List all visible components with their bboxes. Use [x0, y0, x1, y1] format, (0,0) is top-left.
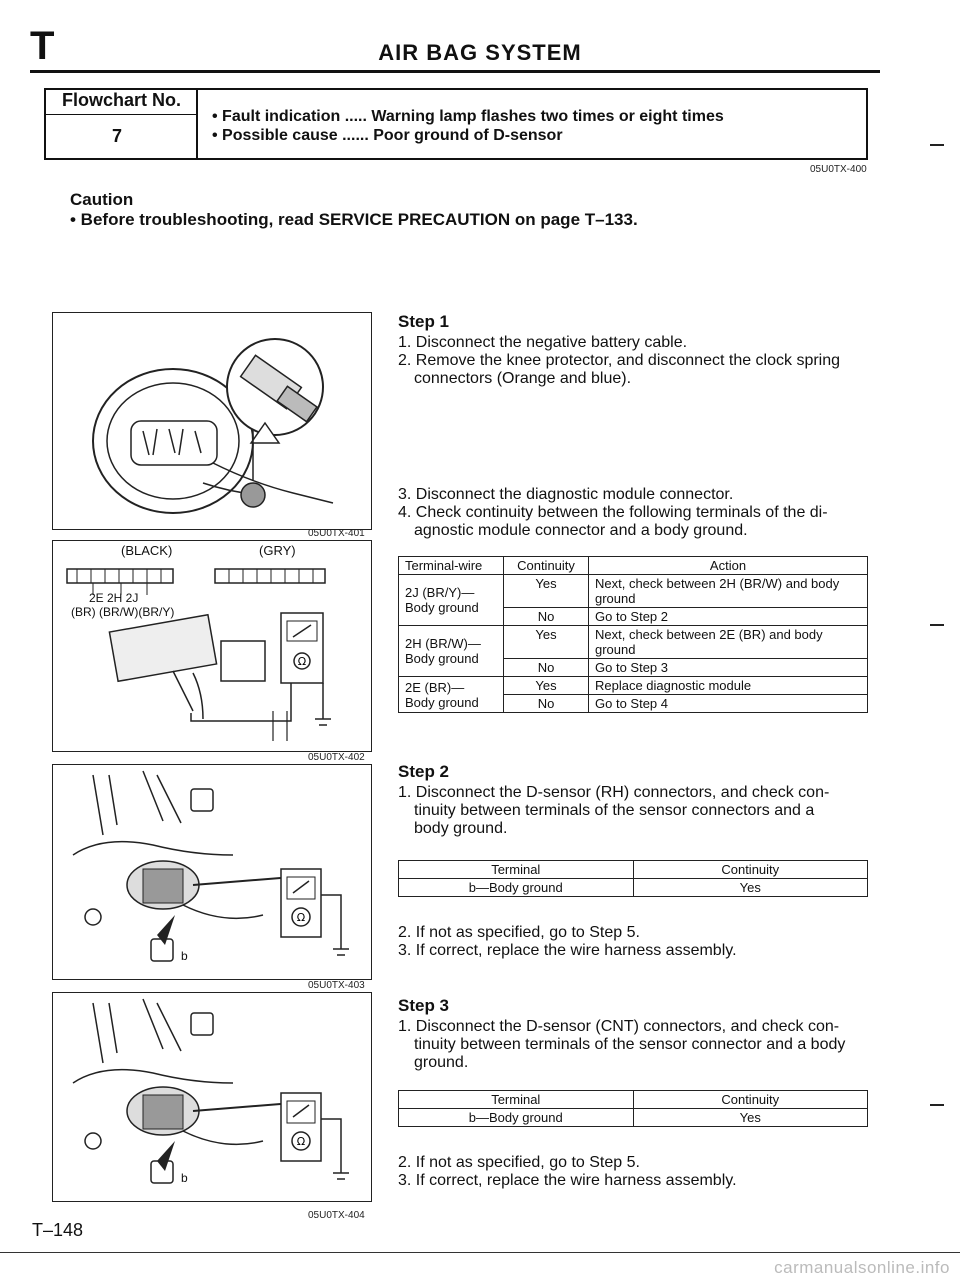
step-1-item-4-cont: agnostic module connector and a body ground.	[414, 522, 748, 539]
watermark: carmanualsonline.info	[774, 1258, 950, 1277]
table-row	[399, 626, 868, 659]
action-no: Go to Step 4	[589, 695, 868, 713]
caution-title: Caution	[70, 190, 134, 209]
possible-cause: • Possible cause ...... Poor ground of D-sensor	[212, 127, 563, 144]
figure-2-code: 05U0TX-402	[308, 752, 365, 763]
label-black-connector: (BLACK)	[121, 543, 173, 558]
header-terminal: Terminal	[399, 861, 634, 879]
continuity-no: No	[504, 695, 589, 713]
header-continuity: Continuity	[633, 1091, 868, 1109]
page-number: T–148	[32, 1220, 84, 1240]
table-header-row	[399, 861, 868, 879]
figure-d-sensor-rh	[52, 764, 372, 980]
margin-mark	[930, 1104, 944, 1106]
terminal-labels: 2E 2H 2J	[89, 591, 139, 605]
step-3-item-3: 3. If correct, replace the wire harness assembly.	[398, 1172, 737, 1189]
step-3-item-1: 1. Disconnect the D-sensor (CNT) connectors, and check con-	[398, 1018, 840, 1035]
step-2-continuity-table	[398, 860, 868, 897]
margin-mark	[930, 144, 944, 146]
ohm-symbol-3: Ω	[296, 1135, 306, 1148]
flowchart-number: 7	[112, 126, 123, 146]
flowchart-divider	[196, 88, 198, 160]
terminal-2h: 2H (BR/W)— Body ground	[399, 626, 504, 677]
steering-wheel-illustration	[53, 313, 372, 530]
table-row	[399, 879, 868, 897]
step-2-heading: Step 2	[398, 762, 450, 781]
step-1-item-3: 3. Disconnect the diagnostic module connector.	[398, 486, 734, 503]
action-yes: Next, check between 2E (BR) and body ground	[589, 626, 868, 659]
header-rule	[30, 70, 880, 73]
step-3-continuity-table	[398, 1090, 868, 1127]
terminal-2j: 2J (BR/Y)— Body ground	[399, 575, 504, 626]
step-2-item-1: 1. Disconnect the D-sensor (RH) connectors, and check con-	[398, 784, 830, 801]
header-continuity: Continuity	[504, 557, 589, 575]
margin-mark	[930, 624, 944, 626]
ohm-symbol-1: Ω	[297, 655, 307, 668]
header-action: Action	[589, 557, 868, 575]
step-1-item-2-cont: connectors (Orange and blue).	[414, 370, 632, 387]
diagnostic-connector-illustration	[53, 541, 372, 752]
header-terminal: Terminal	[399, 1091, 634, 1109]
table-header-row	[399, 557, 868, 575]
label-gry-connector: (GRY)	[259, 543, 296, 558]
action-no: Go to Step 2	[589, 608, 868, 626]
table-row	[399, 677, 868, 695]
continuity-no: No	[504, 608, 589, 626]
d-sensor-rh-illustration	[53, 765, 372, 980]
wire-labels: (BR) (BR/W)(BR/Y)	[71, 605, 175, 619]
header-continuity: Continuity	[633, 861, 868, 879]
step-3-item-2: 2. If not as specified, go to Step 5.	[398, 1154, 640, 1171]
table-row	[399, 575, 868, 608]
continuity-yes: Yes	[504, 677, 589, 695]
action-yes: Replace diagnostic module	[589, 677, 868, 695]
figure-4-code: 05U0TX-404	[308, 1210, 365, 1221]
sensor-terminal-label: b	[181, 949, 188, 963]
step-2-item-1-cont: tinuity between terminals of the sensor connectors and a	[414, 802, 815, 819]
action-yes: Next, check between 2H (BR/W) and body ground	[589, 575, 868, 608]
flowchart-code: 05U0TX-400	[810, 164, 867, 175]
ohm-symbol-2: Ω	[296, 911, 306, 924]
footer-rule	[0, 1252, 960, 1253]
figure-d-sensor-cnt	[52, 992, 372, 1202]
section-letter: T	[30, 24, 55, 68]
step-1-item-2: 2. Remove the knee protector, and disconnect the clock spring	[398, 352, 841, 369]
figure-steering-wheel	[52, 312, 372, 530]
flowchart-label-divider	[44, 114, 196, 115]
action-no: Go to Step 3	[589, 659, 868, 677]
d-sensor-cnt-illustration	[53, 993, 372, 1202]
figure-1-code: 05U0TX-401	[308, 528, 365, 539]
table-header-row	[399, 1091, 868, 1109]
continuity-yes: Yes	[504, 575, 589, 608]
figure-diagnostic-connector	[52, 540, 372, 752]
step-1-continuity-table	[398, 556, 868, 713]
step-3-item-1-cont: tinuity between terminals of the sensor connector and a body	[414, 1036, 846, 1053]
figure-3-code: 05U0TX-403	[308, 980, 365, 991]
continuity-yes: Yes	[633, 1109, 868, 1127]
step-2-item-1-cont2: body ground.	[414, 820, 508, 837]
step-2-item-2: 2. If not as specified, go to Step 5.	[398, 924, 640, 941]
step-1-item-4: 4. Check continuity between the following terminals of the di-	[398, 504, 828, 521]
step-2-item-3: 3. If correct, replace the wire harness assembly.	[398, 942, 737, 959]
table-row	[399, 1109, 868, 1127]
header-terminal-wire: Terminal-wire	[399, 557, 504, 575]
fault-indication: • Fault indication ..... Warning lamp flashes two times or eight times	[212, 108, 724, 125]
page-title: AIR BAG SYSTEM	[378, 40, 582, 65]
sensor-terminal-label-2: b	[181, 1171, 188, 1185]
caution-text: • Before troubleshooting, read SERVICE PRECAUTION on page T–133.	[70, 210, 638, 229]
flowchart-label: Flowchart No.	[62, 90, 182, 110]
step-1-heading: Step 1	[398, 312, 450, 331]
continuity-no: No	[504, 659, 589, 677]
step-3-item-1-cont2: ground.	[414, 1054, 469, 1071]
terminal-b-body-ground: b—Body ground	[399, 1109, 634, 1127]
step-3-heading: Step 3	[398, 996, 450, 1015]
terminal-b-body-ground: b—Body ground	[399, 879, 634, 897]
continuity-yes: Yes	[633, 879, 868, 897]
terminal-2e: 2E (BR)— Body ground	[399, 677, 504, 713]
continuity-yes: Yes	[504, 626, 589, 659]
step-1-item-1: 1. Disconnect the negative battery cable.	[398, 334, 688, 351]
